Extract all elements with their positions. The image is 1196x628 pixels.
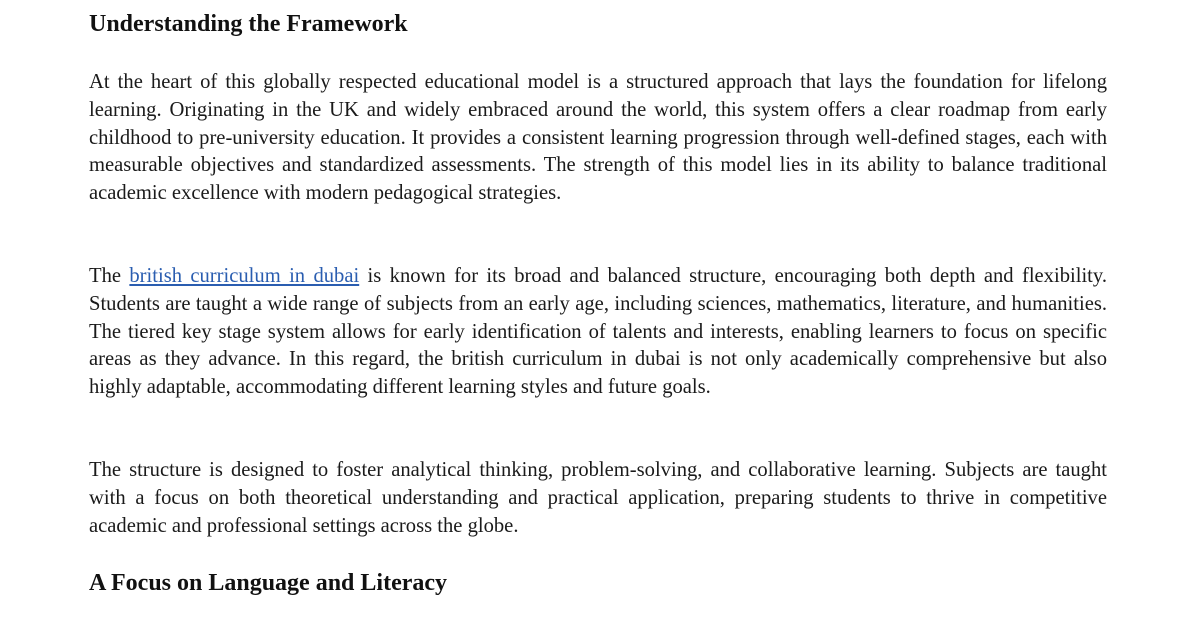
paragraph-curriculum-structure (89, 263, 1107, 402)
paragraph-text-after-link: is known for its broad and balanced structure, encouraging both depth and flexibility. Students are taught a wide range of subjects from an early age, including sciences, mathematics, literature, and humanities. The tiered key stage system allows for early identification of talents and interests, enabling learners to focus on specific areas as they advance. In this regard, the british curriculum in dubai is not only academically comprehensive but also highly adaptable, accommodating different learning styles and future goals. (89, 265, 1107, 399)
section-heading-language-literacy: A Focus on Language and Literacy (89, 570, 448, 596)
paragraph-framework-intro: At the heart of this globally respected educational model is a structured approach that lays the foundation for lifelong learning. Originating in the UK and widely embraced around the world, this system offers a clear roadmap from early childhood to pre-university education. It provides a consistent learning progression through well-defined stages, each with measurable objectives and standardized assessments. The strength of this model lies in its ability to balance traditional academic excellence with modern pedagogical strategies. (89, 71, 1107, 205)
paragraph-text-before-link: The (89, 265, 130, 287)
section-heading-framework: Understanding the Framework (89, 11, 408, 37)
british-curriculum-link[interactable]: british curriculum in dubai (129, 265, 360, 287)
paragraph-structure-design: The structure is designed to foster analytical thinking, problem-solving, and collaborative learning. Subjects are taught with a focus on both theoretical understanding and practical application, preparing students to thrive in competitive academic and professional settings across the globe. (89, 459, 1107, 537)
